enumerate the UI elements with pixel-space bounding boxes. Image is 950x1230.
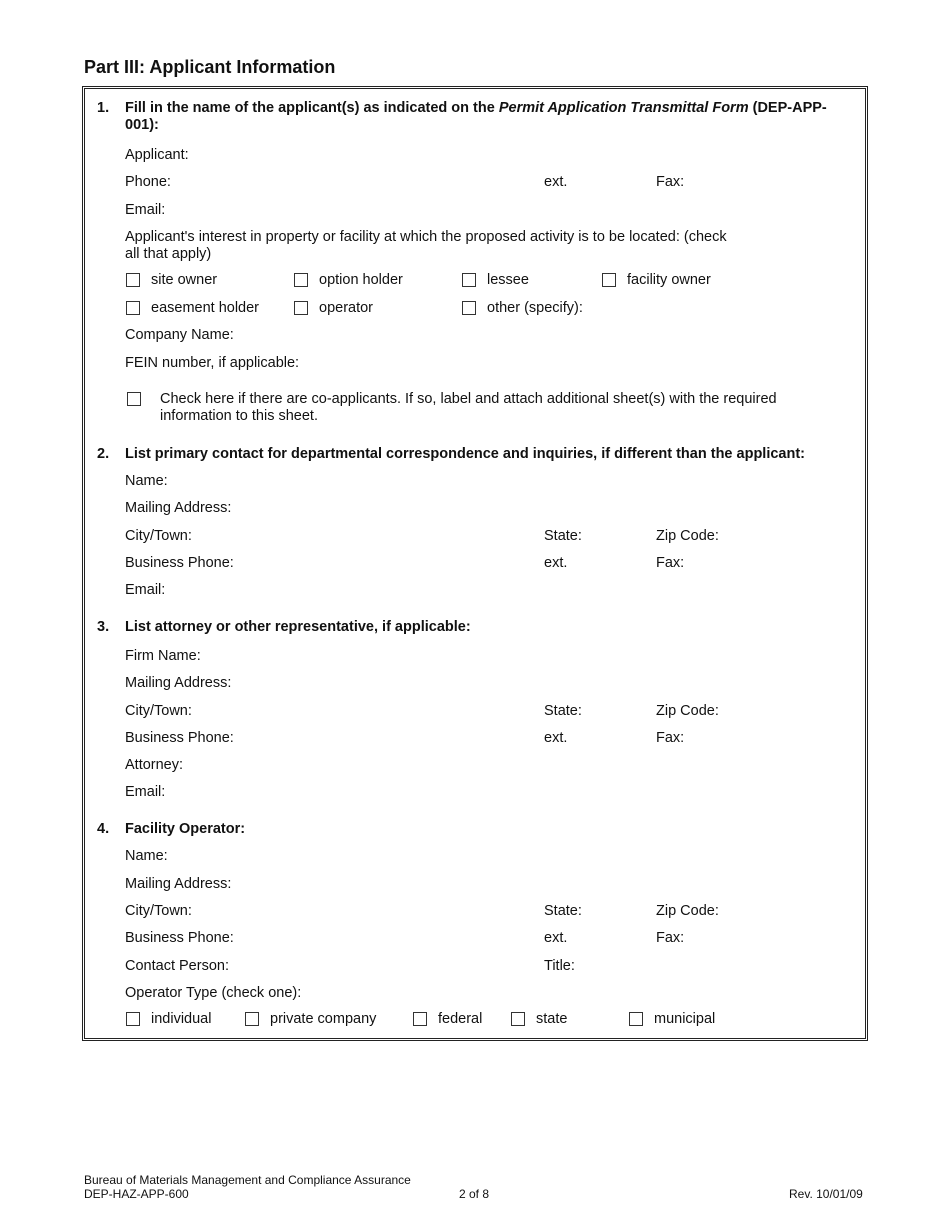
checkbox-label: site owner [151,272,218,288]
checkbox-other-specify[interactable] [462,300,583,316]
section-1-heading [125,100,845,134]
contact-ext-label: ext. [544,555,568,571]
checkbox-label: facility owner [627,272,711,288]
checkbox-lessee[interactable] [462,272,529,288]
checkbox-label: other (specify): [487,300,583,316]
checkbox-site-owner[interactable] [126,272,217,288]
phone-ext-label: ext. [544,174,568,190]
checkbox-label: municipal [654,1011,716,1027]
checkbox-label: federal [438,1011,483,1027]
checkbox-box[interactable] [126,273,140,287]
contact-fax-label: Fax: [656,555,685,571]
section-1-number: 1. [97,100,110,116]
footer-bureau: Bureau of Materials Management and Compliance Assurance [84,1173,411,1187]
operator-city-label: City/Town: [125,903,192,919]
checkbox-state[interactable] [511,1011,567,1027]
attorney-email-label: Email: [125,784,166,800]
section-4-number: 4. [97,821,110,837]
section-3-number: 3. [97,619,110,635]
checkbox-private-company[interactable] [245,1011,376,1027]
checkbox-box[interactable] [629,1012,643,1026]
attorney-business-phone-label: Business Phone: [125,730,234,746]
contact-state-label: State: [544,528,582,544]
footer-page-number: 2 of 8 [459,1187,490,1201]
applicant-label: Applicant: [125,147,189,163]
operator-mailing-address-label: Mailing Address: [125,876,232,892]
contact-title-label: Title: [544,958,575,974]
operator-state-label: State: [544,903,582,919]
checkbox-box[interactable] [294,301,308,315]
contact-person-label: Contact Person: [125,958,229,974]
checkbox-individual[interactable] [126,1011,211,1027]
checkbox-label: individual [151,1011,212,1027]
checkbox-box[interactable] [245,1012,259,1026]
footer-form-id: DEP-HAZ-APP-600 [84,1187,189,1201]
checkbox-box[interactable] [413,1012,427,1026]
fax-label: Fax: [656,174,685,190]
section-4-heading: Facility Operator: [125,821,246,837]
part-title: Part III: Applicant Information [84,57,336,77]
checkbox-municipal[interactable] [629,1011,715,1027]
firm-name-label: Firm Name: [125,648,201,664]
contact-city-label: City/Town: [125,528,192,544]
contact-email-label: Email: [125,582,166,598]
checkbox-box[interactable] [462,301,476,315]
attorney-ext-label: ext. [544,730,568,746]
attorney-state-label: State: [544,703,582,719]
section-3-heading: List attorney or other representative, if applicable: [125,619,471,635]
section-2-heading: List primary contact for departmental correspondence and inquiries, if different than the applicant: [125,446,805,462]
checkbox-option-holder[interactable] [294,272,403,288]
attorney-fax-label: Fax: [656,730,685,746]
email-label: Email: [125,202,166,218]
contact-mailing-address-label: Mailing Address: [125,500,232,516]
checkbox-box[interactable] [126,1012,140,1026]
attorney-zip-label: Zip Code: [656,703,719,719]
co-applicants-label: Check here if there are co-applicants. If so, label and attach additional sheet(s) with the required information to this sheet. [160,391,777,424]
checkbox-label: easement holder [151,300,260,316]
checkbox-box[interactable] [294,273,308,287]
co-applicants-checkbox[interactable] [127,392,141,406]
attorney-mailing-address-label: Mailing Address: [125,675,232,691]
operator-zip-label: Zip Code: [656,903,719,919]
operator-fax-label: Fax: [656,930,685,946]
footer-revision: Rev. 10/01/09 [789,1187,863,1201]
section-2-number: 2. [97,446,110,462]
section-1-heading-part-c: (DEP-APP-001): [125,100,827,133]
checkbox-box[interactable] [602,273,616,287]
checkbox-box[interactable] [126,301,140,315]
checkbox-box[interactable] [462,273,476,287]
checkbox-label: operator [319,300,374,316]
operator-name-label: Name: [125,848,168,864]
operator-type-label: Operator Type (check one): [125,985,302,1001]
contact-zip-label: Zip Code: [656,528,719,544]
operator-business-phone-label: Business Phone: [125,930,234,946]
section-1-heading-form-title: Permit Application Transmittal Form [498,100,749,116]
checkbox-label: state [536,1011,568,1027]
checkbox-box[interactable] [511,1012,525,1026]
section-1-heading-part-a: Fill in the name of the applicant(s) as indicated on the [125,100,499,116]
checkbox-easement-holder[interactable] [126,300,259,316]
checkbox-label: lessee [487,272,529,288]
checkbox-label: option holder [319,272,403,288]
contact-name-label: Name: [125,473,168,489]
checkbox-operator[interactable] [294,300,373,316]
phone-label: Phone: [125,174,171,190]
attorney-city-label: City/Town: [125,703,192,719]
checkbox-federal[interactable] [413,1011,482,1027]
attorney-label: Attorney: [125,757,184,773]
company-name-label: Company Name: [125,327,234,343]
checkbox-label: private company [270,1011,377,1027]
checkbox-facility-owner[interactable] [602,272,711,288]
operator-ext-label: ext. [544,930,568,946]
property-interest-label: Applicant's interest in property or facility at which the proposed activity is to be located: (check all that apply) [125,229,727,262]
fein-label: FEIN number, if applicable: [125,355,300,371]
contact-business-phone-label: Business Phone: [125,555,234,571]
